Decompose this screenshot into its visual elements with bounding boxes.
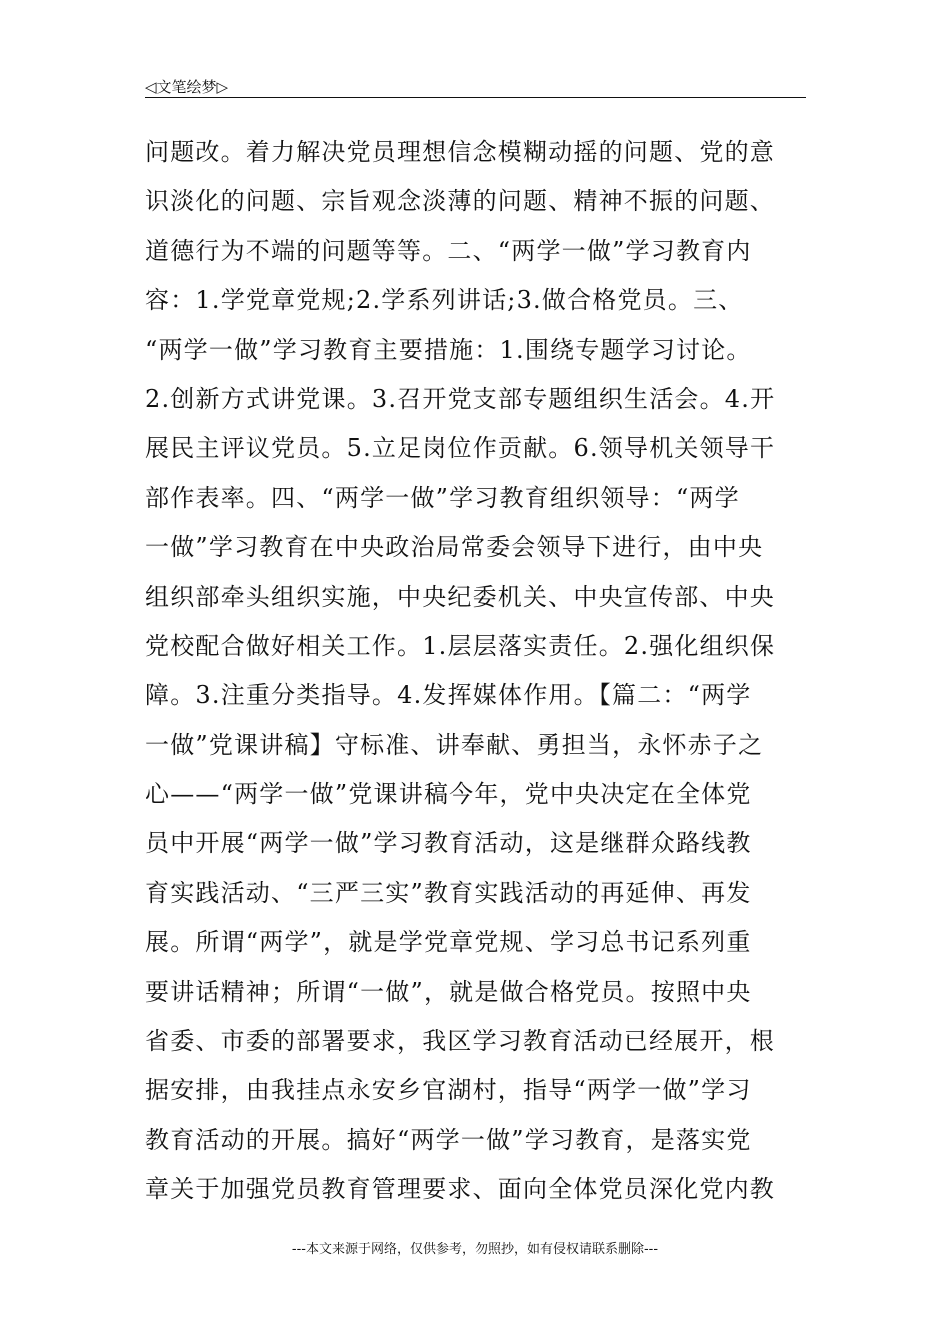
body-line: 党校配合做好相关工作。1.层层落实责任。2.强化组织保 [145, 631, 776, 660]
body-line: 组织部牵头组织实施，中央纪委机关、中央宣传部、中央 [145, 582, 775, 611]
body-line: 容：1.学党章党规;2.学系列讲话;3.做合格党员。三、 [145, 286, 744, 315]
footer-disclaimer: ---本文来源于网络，仅供参考，勿照抄，如有侵权请联系删除--- [291, 1242, 659, 1257]
body-line: 问题改。着力解决党员理想信念模糊动摇的问题、党的意 [145, 138, 775, 166]
body-line: 识淡化的问题、宗旨观念淡薄的问题、精神不振的问题、 [145, 187, 775, 216]
body-line: 育实践活动、“三严三实”教育实践活动的再延伸、再发 [145, 878, 752, 907]
body-line: 章关于加强党员教育管理要求、面向全体党员深化党内教 [145, 1175, 775, 1204]
body-line: 要讲话精神；所谓“一做”，就是做合格党员。按照中央 [145, 977, 752, 1006]
body-line: “两学一做”学习教育主要措施：1.围绕专题学习讨论。 [145, 335, 752, 364]
body-line: 省委、市委的部署要求，我区学习教育活动已经展开，根 [145, 1027, 775, 1056]
body-line: 一做”学习教育在中央政治局常委会领导下进行，由中央 [145, 533, 764, 562]
document-body [145, 128, 815, 1215]
body-line: 展民主评议党员。5.立足岗位作贡献。6.领导机关领导干 [145, 434, 776, 463]
body-line: 障。3.注重分类指导。4.发挥媒体作用。【篇二：“两学 [145, 681, 752, 710]
body-line: 员中开展“两学一做”学习教育活动，这是继群众路线教 [145, 829, 752, 858]
body-line: 展。所谓“两学”，就是学党章党规、学习总书记系列重 [145, 928, 752, 957]
body-line: 心——“两学一做”党课讲稿今年，党中央决定在全体党 [145, 780, 752, 809]
document-header-title: ◁文笔绘梦▷ [145, 78, 229, 96]
body-line: 2.创新方式讲党课。3.召开党支部专题组织生活会。4.开 [145, 384, 776, 413]
header-divider [145, 97, 806, 98]
body-line: 据安排，由我挂点永安乡官湖村，指导“两学一做”学习 [145, 1076, 752, 1105]
body-line: 道德行为不端的问题等等。二、“两学一做”学习教育内 [145, 236, 752, 265]
body-line: 部作表率。四、“两学一做”学习教育组织领导：“两学 [145, 483, 740, 512]
body-line: 教育活动的开展。搞好“两学一做”学习教育，是落实党 [145, 1125, 752, 1154]
body-line: 一做”党课讲稿】守标准、讲奉献、勇担当，永怀赤子之 [145, 730, 764, 759]
